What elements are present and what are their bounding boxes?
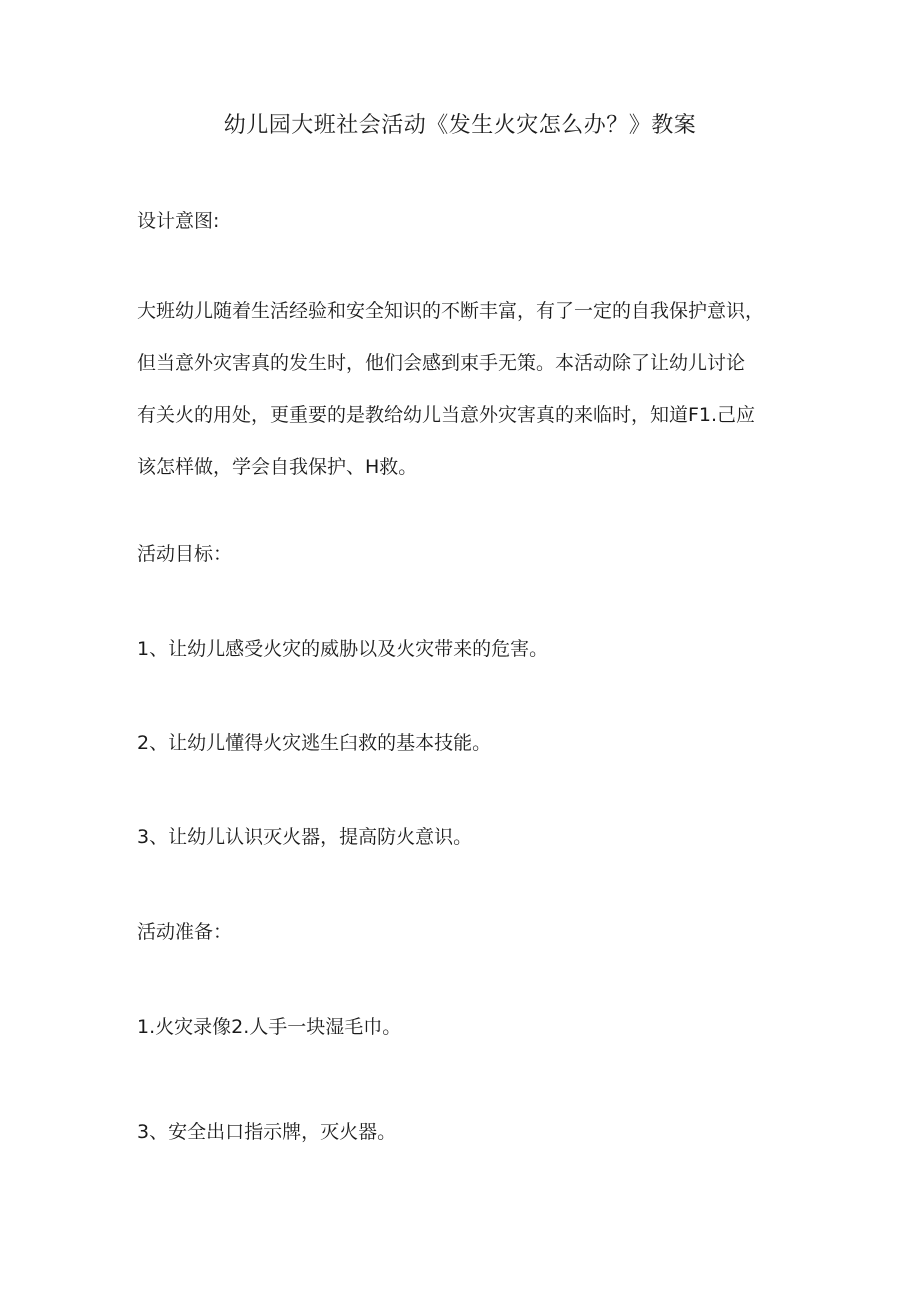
- objective-item-3: 3、让幼儿认识灭火器，提高防火意识。: [137, 826, 473, 848]
- paragraph-line: 该怎样做，学会自我保护、H救。: [137, 456, 418, 478]
- preparation-item-1: 1.火灾录像2.人手一块湿毛巾。: [137, 1016, 402, 1038]
- document-title: 幼儿园大班社会活动《发生火灾怎么办？》教案: [223, 113, 697, 138]
- objective-item-2: 2、让幼儿懂得火灾逃生臼救的基本技能。: [137, 732, 492, 754]
- preparation-item-2: 3、安全出口指示牌，灭火器。: [137, 1121, 397, 1143]
- preparation-heading: 活动准备：: [137, 921, 233, 943]
- design-intent-heading: 设计意图:: [137, 210, 220, 232]
- paragraph-line: 有关火的用处，更重要的是教给幼儿当意外灾害真的来临时，知道F1.己应: [137, 404, 756, 426]
- paragraph-line: 但当意外灾害真的发生时，他们会感到束手无策。本活动除了让幼儿讨论: [137, 352, 746, 374]
- design-intent-paragraph: [137, 297, 787, 505]
- objective-item-1: 1、让幼儿感受火灾的威胁以及火灾带来的危害。: [137, 638, 549, 660]
- objectives-heading: 活动目标：: [137, 543, 233, 565]
- paragraph-line: 大班幼儿随着生活经验和安全知识的不断丰富，有了一定的自我保护意识，: [137, 300, 765, 322]
